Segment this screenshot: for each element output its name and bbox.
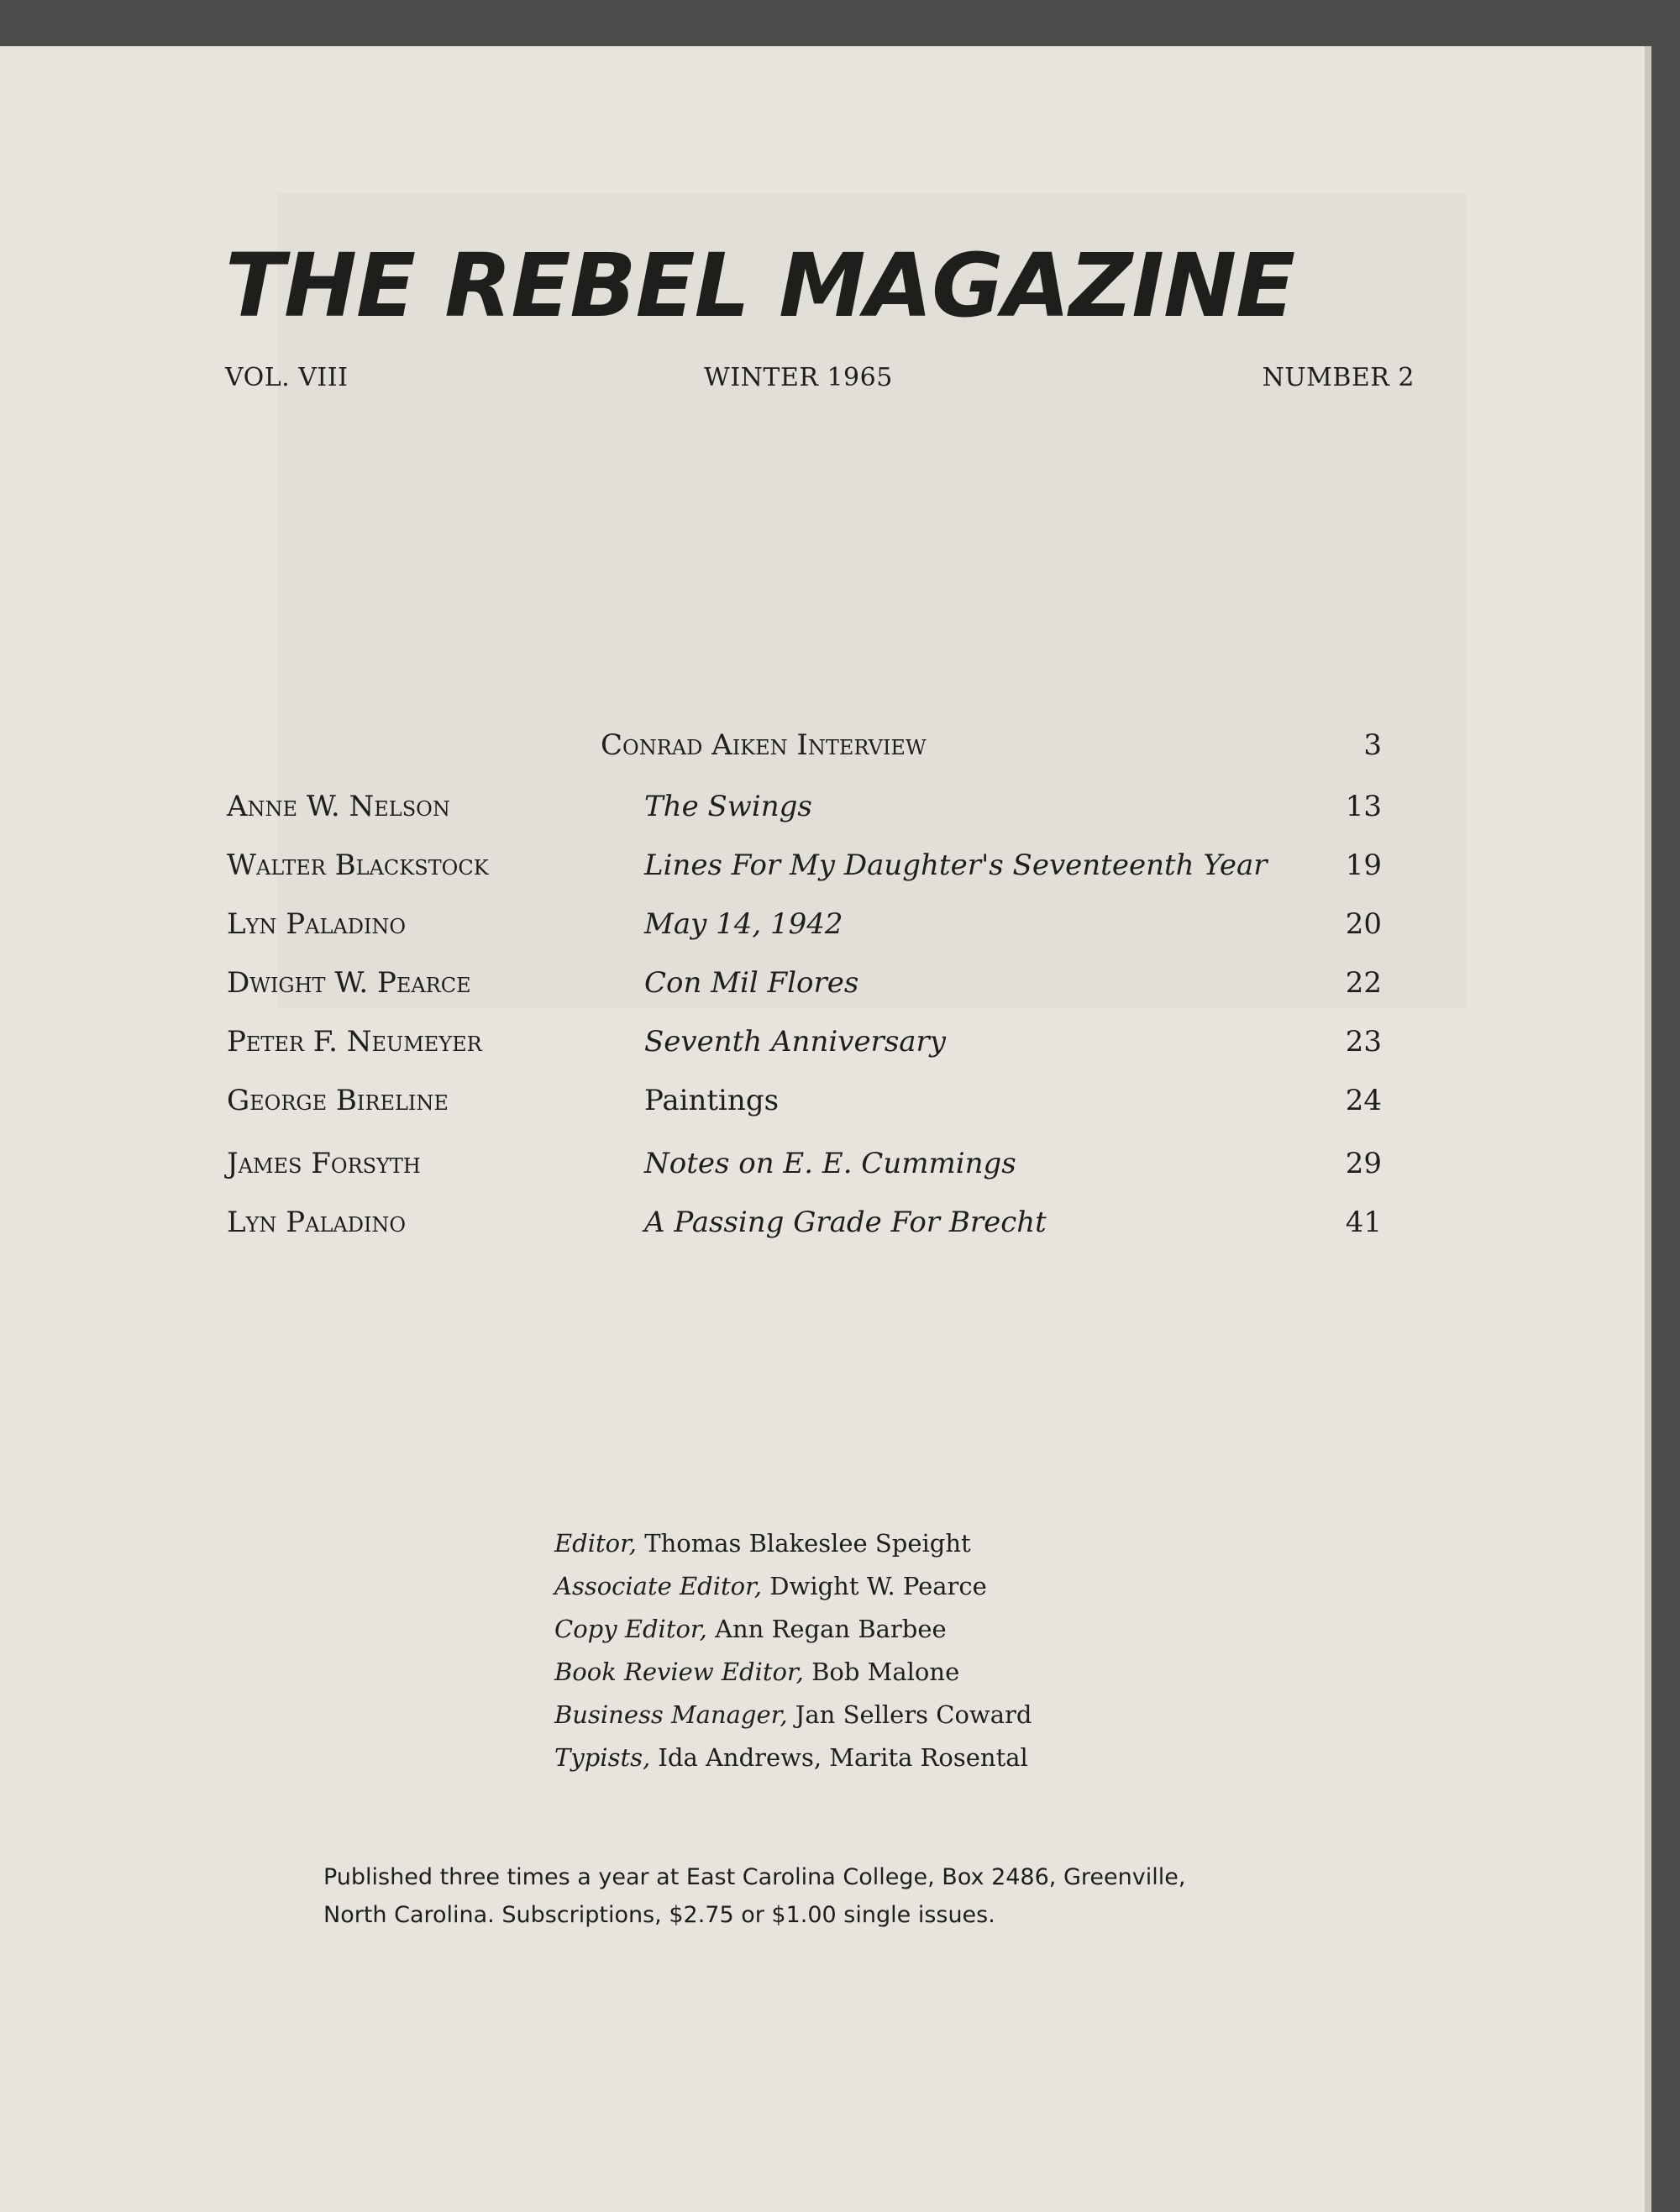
toc-author: Dwight W. Pearce <box>227 966 471 1000</box>
toc-page-number: 23 <box>1345 1025 1382 1059</box>
staff-entry <box>554 1608 1032 1651</box>
toc-entry <box>0 903 1645 945</box>
toc-entry <box>0 1143 1645 1185</box>
staff-name: Thomas Blakeslee Speight <box>644 1529 971 1558</box>
toc-page-number: 19 <box>1345 849 1382 882</box>
toc-work-title: Lines For My Daughter's Seventeenth Year <box>644 849 1268 882</box>
toc-work-title: The Swings <box>644 790 812 823</box>
toc-author: Lyn Paladino <box>227 907 407 941</box>
toc-author: Walter Blackstock <box>227 849 489 882</box>
staff-name: Ida Andrews, Marita Rosental <box>658 1743 1028 1772</box>
toc-page-number: 20 <box>1345 907 1382 941</box>
staff-list <box>554 1522 1032 1779</box>
staff-name: Jan Sellers Coward <box>795 1700 1032 1729</box>
toc-feature-page: 3 <box>1363 728 1382 762</box>
staff-role: Business Manager, <box>554 1700 788 1729</box>
publication-notice <box>323 1858 1185 1934</box>
toc-work-title: A Passing Grade For Brecht <box>644 1206 1047 1239</box>
volume-label: VOL. VIII <box>225 363 349 392</box>
toc-entry <box>0 1201 1645 1243</box>
toc-page-number: 41 <box>1345 1206 1382 1239</box>
staff-entry <box>554 1736 1032 1779</box>
toc-entry <box>0 1080 1645 1122</box>
toc-author: Anne W. Nelson <box>227 790 450 823</box>
toc-page-number: 24 <box>1345 1084 1382 1117</box>
magazine-title: THE REBEL MAGAZINE <box>225 234 1295 337</box>
staff-entry <box>554 1522 1032 1565</box>
staff-entry <box>554 1651 1032 1694</box>
staff-role: Associate Editor, <box>554 1572 763 1600</box>
toc-author: James Forsyth <box>227 1147 421 1180</box>
issue-number-label: NUMBER 2 <box>1262 363 1415 392</box>
toc-author: Lyn Paladino <box>227 1206 407 1239</box>
season-label: WINTER 1965 <box>704 363 893 392</box>
staff-role: Typists, <box>554 1743 651 1772</box>
toc-entry <box>0 1021 1645 1063</box>
toc-work-title: Con Mil Flores <box>644 966 859 1000</box>
toc-work-title: Paintings <box>644 1084 780 1117</box>
staff-role: Book Review Editor, <box>554 1658 804 1686</box>
toc-entry <box>0 785 1645 828</box>
publication-line-1: Published three times a year at East Carolina College, Box 2486, Greenville, <box>323 1864 1186 1890</box>
staff-name: Dwight W. Pearce <box>769 1572 987 1600</box>
toc-page-number: 29 <box>1345 1147 1382 1180</box>
staff-entry <box>554 1565 1032 1608</box>
toc-entry <box>0 962 1645 1004</box>
staff-role: Editor, <box>554 1529 638 1558</box>
toc-page-number: 13 <box>1345 790 1382 823</box>
toc-work-title: Notes on E. E. Cummings <box>644 1147 1016 1180</box>
staff-name: Bob Malone <box>811 1658 960 1686</box>
staff-name: Ann Regan Barbee <box>715 1615 947 1643</box>
publication-line-2: North Carolina. Subscriptions, $2.75 or $1.00 single issues. <box>323 1902 995 1928</box>
staff-role: Copy Editor, <box>554 1615 707 1643</box>
staff-entry <box>554 1694 1032 1736</box>
toc-work-title: May 14, 1942 <box>644 907 843 941</box>
toc-feature-row <box>0 724 1645 766</box>
toc-author: George Bireline <box>227 1084 449 1117</box>
toc-work-title: Seventh Anniversary <box>644 1025 946 1059</box>
toc-author: Peter F. Neumeyer <box>227 1025 482 1059</box>
toc-page-number: 22 <box>1345 966 1382 1000</box>
toc-entry <box>0 844 1645 886</box>
page-edge <box>1645 46 1651 2212</box>
toc-feature-title: Conrad Aiken Interview <box>601 728 927 762</box>
